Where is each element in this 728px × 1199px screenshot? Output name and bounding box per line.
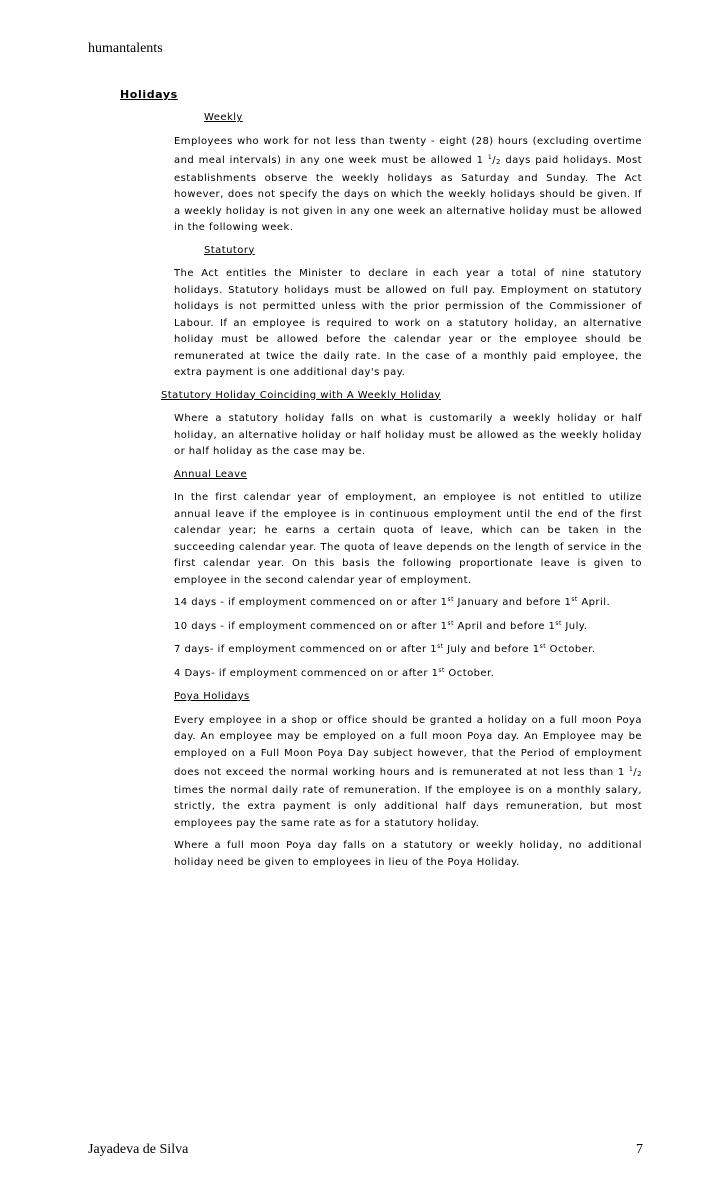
- paragraph-poya: [174, 713, 642, 833]
- leave-item-text: July.: [561, 620, 588, 632]
- fraction-denominator: 2: [637, 770, 642, 778]
- leave-item-text: April and before 1: [453, 620, 556, 632]
- document-body: [161, 110, 643, 877]
- heading-statutory: Statutory: [204, 244, 255, 256]
- paragraph-statutory: The Act entitles the Minister to declare in each year a total of nine statutory holidays. Statutory holidays must be allowed on full pay. Employment on statutory holidays is not permitted unless with the prior permission of the Commissioner of Labour. If an employee is required to work on a statutory holiday, an alternative holiday must be allowed before the calendar year or the employee should be remunerated at twice the daily rate. In the case of a monthly paid employee, the extra payment is one additional day's pay.: [174, 268, 642, 378]
- ordinal-suffix: st: [539, 643, 547, 650]
- leave-item-14-days: [174, 595, 642, 612]
- footer-page-number: 7: [636, 1142, 643, 1157]
- leave-item-text: October.: [546, 644, 596, 655]
- leave-item-text: January and before 1: [453, 597, 572, 608]
- leave-item-text: 10 days - if employment commenced on or after 1: [174, 620, 448, 632]
- leave-item-text: 4 Days- if employment commenced on or after 1: [174, 667, 439, 679]
- section-title-holidays: Holidays: [120, 88, 178, 101]
- leave-item-10-days: [174, 619, 642, 636]
- leave-item-text: April.: [577, 597, 611, 608]
- leave-item-text: 14 days - if employment commenced on or after 1: [174, 597, 448, 608]
- fraction-one-half: [629, 767, 642, 778]
- leave-item-4-days: [174, 666, 642, 683]
- ordinal-suffix: st: [447, 596, 454, 603]
- leave-item-text: 7 days- if employment commenced on or after 1: [174, 644, 438, 655]
- weekly-text-part-2: days paid holidays. Most establishments observe the weekly holidays as Saturday and Sunday. The Act however, does not specify the days on which the weekly holidays should be given. If a weekly holiday is not given in any one week an alternative holiday must be allowed in the following week.: [174, 155, 643, 233]
- ordinal-suffix: st: [437, 643, 444, 650]
- ordinal-suffix: st: [447, 619, 454, 627]
- poya-text-part-2: times the normal daily rate of remuneration. If the employee is on a monthly salary, strictly, the extra payment is only additional half days remuneration, but most employees pay the same rate as for a statutory holiday.: [174, 784, 642, 829]
- weekly-text-part-1: Employees who work for not less than twenty - eight (28) hours (excluding overtime and meal intervals) in any one week must be allowed 1: [174, 135, 642, 166]
- ordinal-suffix: st: [571, 596, 578, 603]
- fraction-slash: /: [492, 155, 497, 166]
- fraction-one-half: [488, 155, 501, 166]
- leave-item-7-days: [174, 642, 642, 659]
- heading-poya-holidays: Poya Holidays: [174, 691, 250, 702]
- footer-author: Jayadeva de Silva: [88, 1142, 189, 1157]
- paragraph-coinciding: Where a statutory holiday falls on what is customarily a weekly holiday or half holiday, an alternative holiday or half holiday must be allowed as the weekly holiday or half holiday as the case may be.: [174, 413, 642, 457]
- heading-annual-leave: Annual Leave: [174, 468, 248, 480]
- heading-weekly: Weekly: [204, 112, 243, 123]
- paragraph-weekly: [174, 134, 642, 237]
- paragraph-poya-statutory: Where a full moon Poya day falls on a statutory or weekly holiday, no additional holiday need be given to employees in lieu of the Poya Holiday.: [174, 840, 642, 868]
- fraction-numerator: 1: [628, 766, 634, 773]
- leave-item-text: July and before 1: [443, 644, 540, 655]
- heading-coinciding: Statutory Holiday Coinciding with A Weekly Holiday: [161, 389, 441, 401]
- fraction-denominator: 2: [496, 158, 501, 166]
- fraction-slash: /: [633, 767, 638, 778]
- fraction-numerator: 1: [487, 154, 493, 161]
- page-header: humantalents: [88, 41, 163, 56]
- poya-text-part-1: Every employee in a shop or office should be granted a holiday on a full moon Poya day. An employee may be employed on a full moon Poya day. An Employee may be employed on a Full Moon Poya Day subject however, that the Period of employment does not exceed the normal working hours and is remunerated at not less than 1: [174, 714, 642, 778]
- ordinal-suffix: st: [438, 666, 445, 674]
- ordinal-suffix: st: [555, 619, 562, 627]
- paragraph-annual-leave: In the first calendar year of employment, an employee is not entitled to utilize annual leave if the employee is in continuous employment until the end of the first calendar year; he earns a certain quota of leave, which can be taken in the succeeding calendar year. The quota of leave depends on the length of service in the first calendar year. On this basis the following proportionate leave is given to employee in the second calendar year of employment.: [174, 492, 642, 586]
- leave-item-text: October.: [444, 667, 495, 679]
